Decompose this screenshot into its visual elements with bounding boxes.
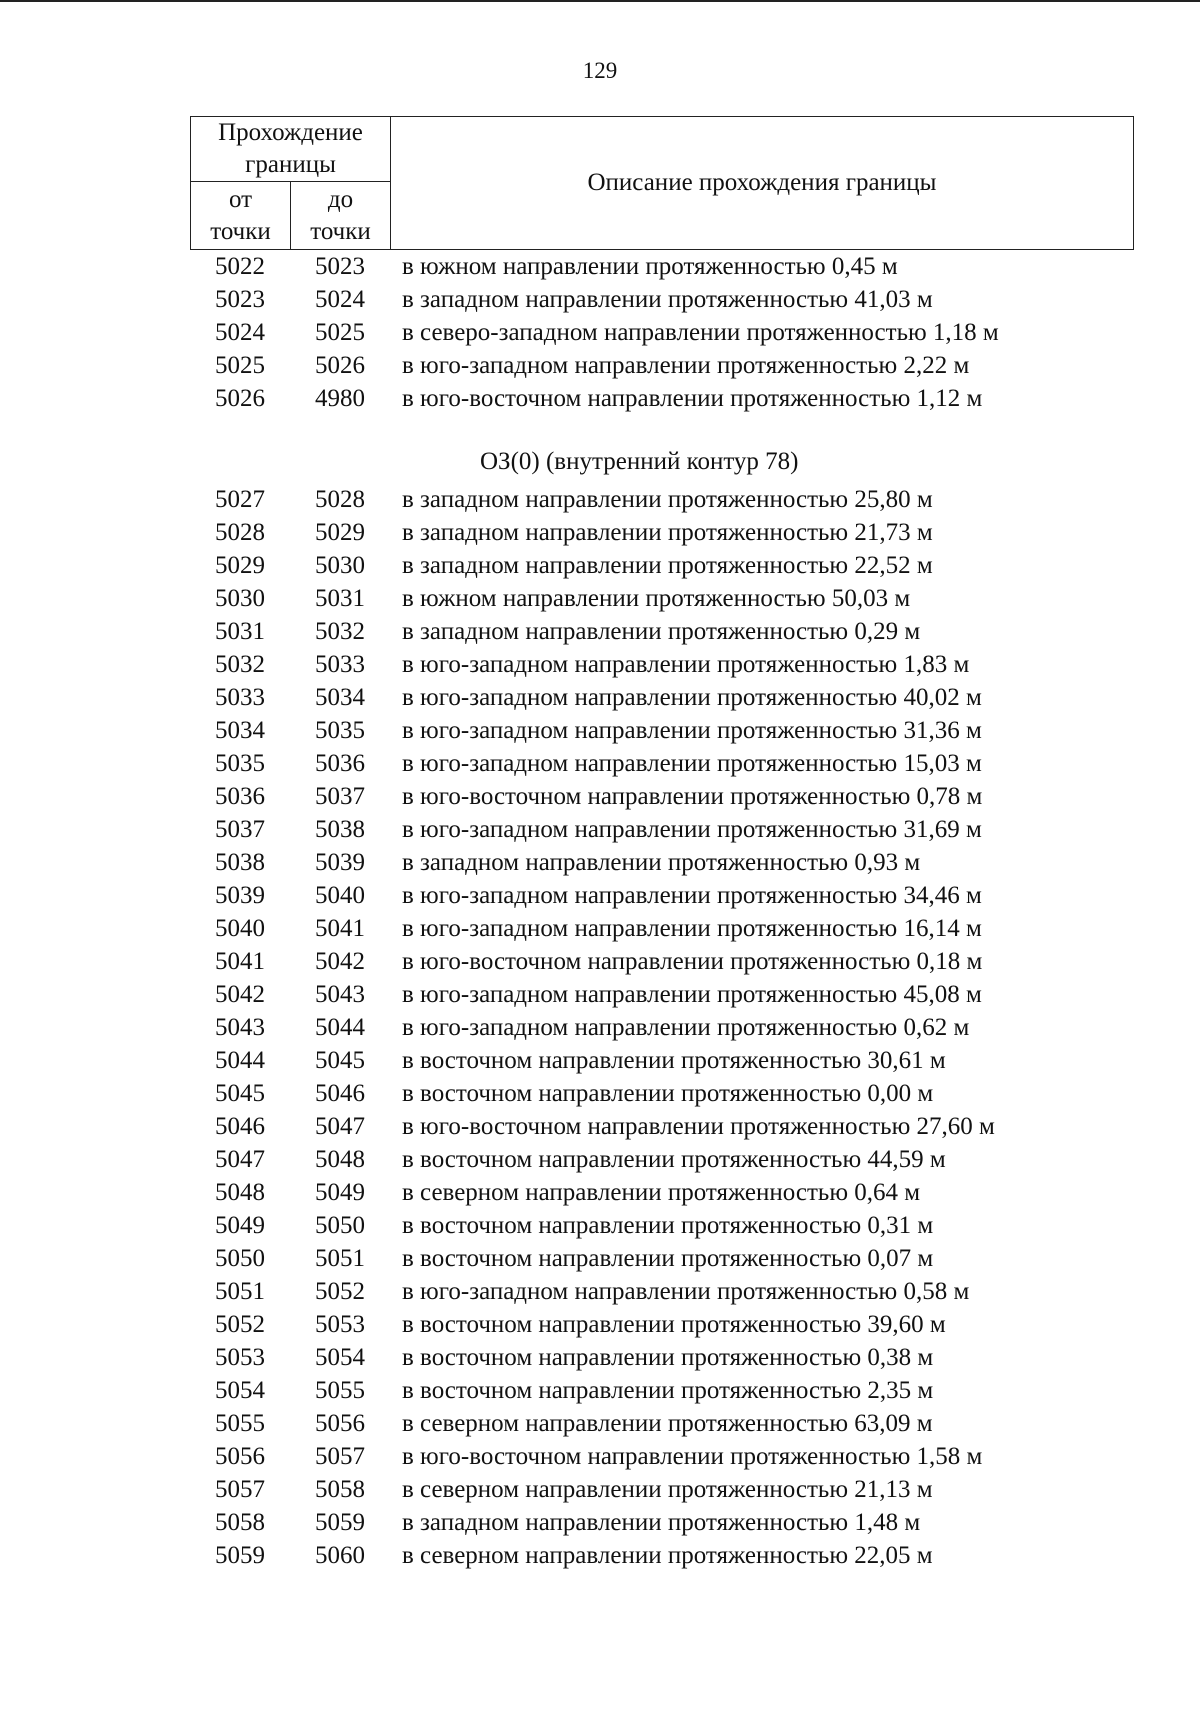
from-point: 5047 xyxy=(215,1145,265,1173)
table-row xyxy=(190,648,1133,681)
to-point: 5050 xyxy=(315,1211,365,1239)
from-point: 5034 xyxy=(215,716,265,744)
boundary-description: в восточном направлении протяженностью 39,60 м xyxy=(402,1310,946,1338)
to-point: 5043 xyxy=(315,980,365,1008)
table-row xyxy=(190,1341,1133,1374)
boundary-description: в западном направлении протяженностью 25,80 м xyxy=(402,485,933,513)
from-point: 5059 xyxy=(215,1541,265,1569)
header-from-cell xyxy=(191,182,291,250)
to-point: 5049 xyxy=(315,1178,365,1206)
table-row xyxy=(190,1275,1133,1308)
from-point: 5055 xyxy=(215,1409,265,1437)
table-row xyxy=(190,615,1133,648)
table-row xyxy=(190,1308,1133,1341)
boundary-description: в восточном направлении протяженностью 0,00 м xyxy=(402,1079,934,1107)
to-point: 5033 xyxy=(315,650,365,678)
scan-top-edge xyxy=(0,0,1200,2)
to-point: 5034 xyxy=(315,683,365,711)
table-row xyxy=(190,250,1133,283)
table-row xyxy=(190,349,1133,382)
rows-part2 xyxy=(190,483,1133,1572)
table-row xyxy=(190,747,1133,780)
from-point: 5049 xyxy=(215,1211,265,1239)
to-point: 5038 xyxy=(315,815,365,843)
table-row xyxy=(190,945,1133,978)
header-from-line2: точки xyxy=(210,217,271,245)
from-point: 5033 xyxy=(215,683,265,711)
table-row xyxy=(190,813,1133,846)
from-point: 5045 xyxy=(215,1079,265,1107)
from-point: 5027 xyxy=(215,485,265,513)
to-point: 5045 xyxy=(315,1046,365,1074)
header-description: Описание прохождения границы xyxy=(587,169,937,196)
to-point: 5029 xyxy=(315,518,365,546)
header-description-cell xyxy=(391,117,1134,250)
section-title: ОЗ(0) (внутренний контур 78) xyxy=(480,448,799,475)
from-point: 5023 xyxy=(215,285,265,313)
table-row xyxy=(190,1176,1133,1209)
from-point: 5041 xyxy=(215,947,265,975)
to-point: 5056 xyxy=(315,1409,365,1437)
to-point: 5037 xyxy=(315,782,365,810)
table-row xyxy=(190,1044,1133,1077)
table-row xyxy=(190,1506,1133,1539)
boundary-description: в южном направлении протяженностью 50,03 м xyxy=(402,584,911,612)
from-point: 5048 xyxy=(215,1178,265,1206)
to-point: 5028 xyxy=(315,485,365,513)
to-point: 5039 xyxy=(315,848,365,876)
boundary-description: в юго-западном направлении протяженностью 31,36 м xyxy=(402,716,982,744)
from-point: 5036 xyxy=(215,782,265,810)
to-point: 5047 xyxy=(315,1112,365,1140)
boundary-description: в юго-западном направлении протяженностью 45,08 м xyxy=(402,980,982,1008)
boundary-description: в юго-восточном направлении протяженностью 0,78 м xyxy=(402,782,983,810)
table-row xyxy=(190,1011,1133,1044)
to-point: 5048 xyxy=(315,1145,365,1173)
table-row xyxy=(190,1440,1133,1473)
boundary-description: в восточном направлении протяженностью 0,07 м xyxy=(402,1244,934,1272)
from-point: 5024 xyxy=(215,318,265,346)
table-row xyxy=(190,382,1133,415)
table-row xyxy=(190,912,1133,945)
to-point: 5041 xyxy=(315,914,365,942)
boundary-description: в восточном направлении протяженностью 30,61 м xyxy=(402,1046,946,1074)
to-point: 5051 xyxy=(315,1244,365,1272)
boundary-description: в восточном направлении протяженностью 0,38 м xyxy=(402,1343,934,1371)
from-point: 5053 xyxy=(215,1343,265,1371)
header-to-cell xyxy=(291,182,391,250)
to-point: 5057 xyxy=(315,1442,365,1470)
boundary-description: в северном направлении протяженностью 21,13 м xyxy=(402,1475,933,1503)
boundary-description: в западном направлении протяженностью 21,73 м xyxy=(402,518,933,546)
header-from-line1: от xyxy=(228,185,253,213)
boundary-description: в северном направлении протяженностью 22,05 м xyxy=(402,1541,933,1569)
table-row xyxy=(190,1209,1133,1242)
from-point: 5050 xyxy=(215,1244,265,1272)
table-row xyxy=(190,283,1133,316)
header-to-line2: точки xyxy=(310,217,371,245)
from-point: 5026 xyxy=(215,384,265,412)
table-header xyxy=(190,116,1134,250)
boundary-description: в юго-западном направлении протяженностью 15,03 м xyxy=(402,749,982,777)
boundary-description: в юго-западном направлении протяженностью 2,22 м xyxy=(402,351,970,379)
boundary-description: в северо-западном направлении протяженностью 1,18 м xyxy=(402,318,999,346)
from-point: 5039 xyxy=(215,881,265,909)
table-row xyxy=(190,1407,1133,1440)
header-passage-line2: границы xyxy=(245,151,336,179)
table-row xyxy=(190,1143,1133,1176)
to-point: 4980 xyxy=(315,384,365,412)
rows-part1 xyxy=(190,250,1133,415)
to-point: 5059 xyxy=(315,1508,365,1536)
to-point: 5025 xyxy=(315,318,365,346)
boundary-description: в восточном направлении протяженностью 0,31 м xyxy=(402,1211,934,1239)
boundary-description: в южном направлении протяженностью 0,45 м xyxy=(402,252,898,280)
table-row xyxy=(190,483,1133,516)
table-row xyxy=(190,846,1133,879)
from-point: 5029 xyxy=(215,551,265,579)
to-point: 5054 xyxy=(315,1343,365,1371)
from-point: 5057 xyxy=(215,1475,265,1503)
boundary-description: в восточном направлении протяженностью 2,35 м xyxy=(402,1376,934,1404)
from-point: 5038 xyxy=(215,848,265,876)
table-row xyxy=(190,316,1133,349)
to-point: 5031 xyxy=(315,584,365,612)
to-point: 5030 xyxy=(315,551,365,579)
from-point: 5051 xyxy=(215,1277,265,1305)
boundary-description: в северном направлении протяженностью 0,64 м xyxy=(402,1178,921,1206)
from-point: 5046 xyxy=(215,1112,265,1140)
from-point: 5058 xyxy=(215,1508,265,1536)
table-row xyxy=(190,1374,1133,1407)
from-point: 5042 xyxy=(215,980,265,1008)
to-point: 5024 xyxy=(315,285,365,313)
from-point: 5031 xyxy=(215,617,265,645)
table-row xyxy=(190,1539,1133,1572)
from-point: 5030 xyxy=(215,584,265,612)
to-point: 5023 xyxy=(315,252,365,280)
boundary-description: в юго-западном направлении протяженностью 40,02 м xyxy=(402,683,982,711)
table-row xyxy=(190,714,1133,747)
to-point: 5042 xyxy=(315,947,365,975)
boundary-description: в юго-западном направлении протяженностью 16,14 м xyxy=(402,914,982,942)
boundary-description: в юго-восточном направлении протяженностью 1,12 м xyxy=(402,384,983,412)
boundary-description: в юго-восточном направлении протяженностью 0,18 м xyxy=(402,947,983,975)
boundary-description: в юго-западном направлении протяженностью 0,58 м xyxy=(402,1277,970,1305)
boundary-description: в юго-западном направлении протяженностью 31,69 м xyxy=(402,815,982,843)
boundary-description: в западном направлении протяженностью 22,52 м xyxy=(402,551,933,579)
from-point: 5043 xyxy=(215,1013,265,1041)
table-row xyxy=(190,681,1133,714)
header-passage-line1: Прохождение xyxy=(218,119,363,147)
boundary-description: в западном направлении протяженностью 0,93 м xyxy=(402,848,921,876)
table-row xyxy=(190,879,1133,912)
table-row xyxy=(190,978,1133,1011)
boundary-description: в юго-западном направлении протяженностью 1,83 м xyxy=(402,650,970,678)
from-point: 5025 xyxy=(215,351,265,379)
from-point: 5044 xyxy=(215,1046,265,1074)
page-number: 129 xyxy=(582,58,618,83)
table-row xyxy=(190,1077,1133,1110)
from-point: 5028 xyxy=(215,518,265,546)
to-point: 5058 xyxy=(315,1475,365,1503)
from-point: 5056 xyxy=(215,1442,265,1470)
to-point: 5060 xyxy=(315,1541,365,1569)
header-to-line1: до xyxy=(327,185,354,213)
table-row xyxy=(190,1242,1133,1275)
from-point: 5040 xyxy=(215,914,265,942)
from-point: 5037 xyxy=(215,815,265,843)
to-point: 5052 xyxy=(315,1277,365,1305)
from-point: 5035 xyxy=(215,749,265,777)
from-point: 5022 xyxy=(215,252,265,280)
boundary-description: в восточном направлении протяженностью 44,59 м xyxy=(402,1145,946,1173)
boundary-description: в юго-восточном направлении протяженностью 27,60 м xyxy=(402,1112,995,1140)
boundary-description: в юго-западном направлении протяженностью 34,46 м xyxy=(402,881,982,909)
from-point: 5052 xyxy=(215,1310,265,1338)
header-passage-cell xyxy=(191,117,391,182)
from-point: 5054 xyxy=(215,1376,265,1404)
boundary-description: в юго-восточном направлении протяженностью 1,58 м xyxy=(402,1442,983,1470)
table-row xyxy=(190,1473,1133,1506)
to-point: 5044 xyxy=(315,1013,365,1041)
boundary-description: в северном направлении протяженностью 63,09 м xyxy=(402,1409,933,1437)
to-point: 5040 xyxy=(315,881,365,909)
to-point: 5032 xyxy=(315,617,365,645)
to-point: 5046 xyxy=(315,1079,365,1107)
boundary-description: в западном направлении протяженностью 41,03 м xyxy=(402,285,933,313)
to-point: 5026 xyxy=(315,351,365,379)
to-point: 5055 xyxy=(315,1376,365,1404)
from-point: 5032 xyxy=(215,650,265,678)
to-point: 5036 xyxy=(315,749,365,777)
boundary-description: в юго-западном направлении протяженностью 0,62 м xyxy=(402,1013,970,1041)
boundary-description: в западном направлении протяженностью 0,29 м xyxy=(402,617,921,645)
boundary-description: в западном направлении протяженностью 1,48 м xyxy=(402,1508,921,1536)
table-row xyxy=(190,549,1133,582)
table-row xyxy=(190,516,1133,549)
table-row xyxy=(190,780,1133,813)
to-point: 5053 xyxy=(315,1310,365,1338)
table-row xyxy=(190,1110,1133,1143)
table-row xyxy=(190,582,1133,615)
to-point: 5035 xyxy=(315,716,365,744)
